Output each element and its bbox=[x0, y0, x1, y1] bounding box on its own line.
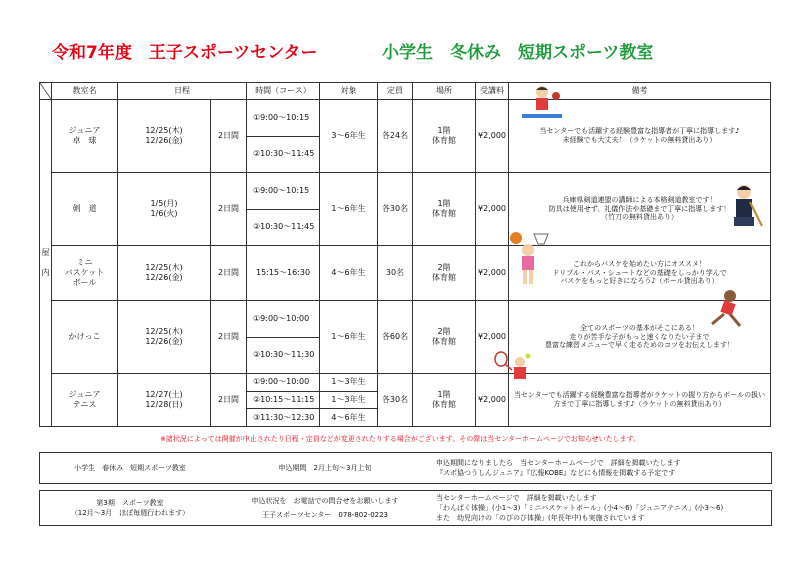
term3-contact: 申込状況を お電話での問合せをお願いします bbox=[251, 497, 399, 505]
class-fee: ¥2,000 bbox=[476, 374, 509, 427]
class-target: 1～3年生 bbox=[320, 374, 377, 392]
header-remarks: 備考 bbox=[509, 83, 771, 100]
class-place: 1階 体育館 bbox=[413, 173, 476, 246]
class-dates: 12/25(木) 12/26(金) bbox=[118, 301, 211, 374]
class-dates: 1/5(月) 1/6(火) bbox=[118, 173, 211, 246]
table-tennis-player-icon bbox=[518, 84, 564, 124]
class-place: 1階 体育館 bbox=[413, 100, 476, 173]
table-row bbox=[40, 100, 771, 173]
class-name: 剣 道 bbox=[52, 173, 118, 246]
class-target: 4～6年生 bbox=[320, 246, 378, 301]
time-slot: ②10:30～11:30 bbox=[253, 350, 315, 360]
time-slot: ②10:30～11:45 bbox=[253, 149, 315, 159]
term3-desc: 当センターホームページで 詳細を掲載いたします 「わんぱく体操」(小1～3)「ミニバスケットボール」(小4～6)「ジュニアテニス」(小3～6) また 幼児向けの「のびのび体操」(年長年中)も実施されています bbox=[436, 494, 724, 522]
class-time-cell bbox=[247, 246, 320, 301]
class-capacity: 各24名 bbox=[378, 100, 413, 173]
class-name: ジュニア 卓 球 bbox=[52, 100, 118, 173]
time-slot: ①9:00～10:00 bbox=[247, 301, 319, 338]
class-time-cell bbox=[247, 374, 320, 427]
header-class-name: 教室名 bbox=[52, 83, 118, 100]
table-row bbox=[40, 173, 771, 246]
runner-icon bbox=[700, 288, 746, 330]
class-remarks: 当センターでも活躍する経験豊富な指導者が丁寧に指導します♪ 未経験でも大丈夫！（ラケットの無料貸出あり） bbox=[509, 100, 771, 173]
class-fee: ¥2,000 bbox=[476, 173, 509, 246]
info-box-spring bbox=[39, 452, 772, 484]
indoor-side-label: 屋 内 bbox=[40, 100, 52, 427]
class-remarks: これからバスケを始めたい方にオススメ！ ドリブル・パス・シュートなどの基礎をしっかり学んで バスケをもっと好きになろう♪（ボール貸出あり） bbox=[509, 246, 771, 301]
basketball-player-icon bbox=[508, 228, 552, 288]
class-place: 1階 体育館 bbox=[413, 374, 476, 427]
class-name: かけっこ bbox=[52, 301, 118, 374]
header-capacity: 定員 bbox=[378, 83, 413, 100]
class-place: 2階 体育館 bbox=[413, 301, 476, 374]
header-time: 時間（コース） bbox=[247, 83, 320, 100]
class-dates: 12/25(木) 12/26(金) bbox=[118, 100, 211, 173]
term3-label: 第3期 スポーツ教室 （12月～3月 ほぼ毎週行われます） bbox=[70, 499, 190, 517]
class-dates: 12/27(土) 12/28(日) bbox=[118, 374, 211, 427]
spring-period: 申込期間 2月上旬～3月上旬 bbox=[278, 464, 372, 472]
title-right: 小学生 冬休み 短期スポーツ教室 bbox=[382, 43, 654, 63]
schedule-table bbox=[39, 82, 771, 427]
term3-phone: 王子スポーツセンター 078-802-0223 bbox=[261, 511, 389, 519]
class-days: 2日間 bbox=[211, 301, 247, 374]
header-place: 場所 bbox=[413, 83, 476, 100]
time-slot: ①9:00～10:15 bbox=[247, 173, 319, 210]
table-header-row bbox=[40, 83, 771, 100]
header-fee: 受講料 bbox=[476, 83, 509, 100]
table-row bbox=[40, 246, 771, 301]
title-left: 令和7年度 王子スポーツセンター bbox=[52, 43, 318, 63]
info-box-term3 bbox=[39, 490, 772, 526]
time-slot: ①9:00～10:15 bbox=[247, 100, 319, 137]
class-days: 2日間 bbox=[211, 374, 247, 427]
class-capacity: 各30名 bbox=[378, 374, 413, 427]
table-row bbox=[40, 301, 771, 374]
term3-contact-block bbox=[220, 491, 430, 525]
class-target: 1～3年生 bbox=[320, 392, 377, 410]
spring-label: 小学生 春休み 短期スポーツ教室 bbox=[74, 464, 186, 472]
class-fee: ¥2,000 bbox=[476, 301, 509, 374]
class-time-cell bbox=[247, 173, 320, 246]
class-name: ミニ バスケット ボール bbox=[52, 246, 118, 301]
class-target: 4～6年生 bbox=[331, 412, 366, 422]
header-schedule: 日程 bbox=[118, 83, 247, 100]
class-remarks: 兵庫県剣道連盟の講師による本格剣道教室です！ 防具は使用せず、礼儀作法や基礎まで丁寧に指導します！ （竹刀の無料貸出あり） bbox=[509, 173, 771, 246]
class-target: 3～6年生 bbox=[320, 100, 378, 173]
time-slot: 15:15～16:30 bbox=[255, 268, 311, 277]
table-row bbox=[40, 374, 771, 427]
class-days: 2日間 bbox=[211, 100, 247, 173]
class-target-cell bbox=[320, 374, 378, 427]
class-dates: 12/25(木) 12/26(金) bbox=[118, 246, 211, 301]
class-fee: ¥2,000 bbox=[476, 246, 509, 301]
class-time-cell bbox=[247, 100, 320, 173]
class-capacity: 各30名 bbox=[378, 173, 413, 246]
time-slot: ③11:30～12:30 bbox=[253, 412, 315, 422]
header-target: 対象 bbox=[320, 83, 378, 100]
class-capacity: 30名 bbox=[378, 246, 413, 301]
time-slot: ①9:00～10:00 bbox=[247, 374, 319, 392]
time-slot: ②10:30～11:45 bbox=[253, 222, 315, 232]
class-days: 2日間 bbox=[211, 173, 247, 246]
class-remarks: 当センターでも活躍する経験豊富な指導者がラケットの握り方からボールの扱い方まで丁寧に指導します♪（ラケットの無料貸出あり） bbox=[509, 374, 771, 427]
class-capacity: 各60名 bbox=[378, 301, 413, 374]
class-target: 1～6年生 bbox=[320, 173, 378, 246]
class-target: 1～6年生 bbox=[320, 301, 378, 374]
class-place: 2階 体育館 bbox=[413, 246, 476, 301]
class-remarks: 全てのスポーツの基本がそこにある！ 走りが苦手な子がもっと速くなりたい子まで 豊富な練習メニューで早く走るためのコツをお伝えします！ bbox=[509, 301, 771, 374]
class-days: 2日間 bbox=[211, 246, 247, 301]
class-fee: ¥2,000 bbox=[476, 100, 509, 173]
class-name: ジュニア テニス bbox=[52, 374, 118, 427]
kendo-player-icon bbox=[728, 182, 764, 228]
time-slot: ②10:15～11:15 bbox=[247, 392, 319, 410]
tennis-player-icon bbox=[492, 350, 532, 386]
notice-text: ※諸状況によっては開催が中止されたり日程・定員などが変更されたりする場合がございます。その際は当センターホームページでお知らせいたします。 bbox=[159, 435, 641, 443]
class-time-cell bbox=[247, 301, 320, 374]
spring-desc: 申込期間になりましたら 当センターホームページで 詳細を掲載いたします 『スポ協つうしんジュニア』『広報KOBE』などにも情報を掲載する予定です bbox=[436, 459, 681, 477]
header-corner bbox=[40, 83, 52, 100]
